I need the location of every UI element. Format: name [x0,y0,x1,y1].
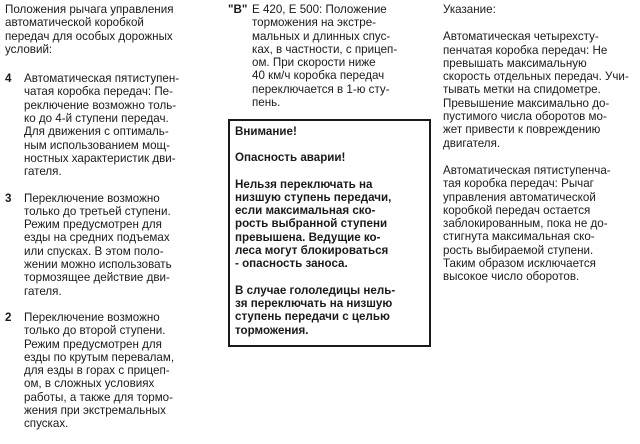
position-b-text: E 420, E 500: Положение торможения на экстре- мальных и длинных спус- ках, в частности, с прицеп- ом. При скорости ниже 40 км/ч коробка передач переключается в 1-ю сту- пень. [252,3,398,110]
item-text: Переключение возможно только до третьей ступени. Режим предусмотрен для езды на средних подъемах или спусках. В этом поло- жении можно использовать тормозящее действие дви- гателя. [24,191,172,298]
column-left [5,3,213,444]
note-paragraph: Автоматическая четырехсту- пенчатая коробка передач: Не превышать максимальную скорость отдельных передач. Учи- тывать метки на спидометре. Превышение максимально до- пустимого числа оборотов мо- жет привести к повреждению двигателя. [443,30,629,150]
item-number: 2 [5,310,12,324]
position-b-section [228,3,424,109]
item-number: 3 [5,191,12,205]
warning-paragraph: Нельзя переключать на низшую ступень передачи, если максимальная ско- рость выбранной ступени превышена. Ведущие ко- леса могут блокироваться - опасность заноса. [235,177,392,271]
warning-paragraph: В случае гололедицы нель- зя переключать на низшую ступень передачи с целью торможения. [235,283,396,337]
note-paragraph: Автоматическая пятиступенча- тая коробка передач: Рычаг управления автоматической коробкой передач остается заблокированным, пока не до- стигнута максимальная ско- рость выбираемой ступени. Таким образом исключается высокое число оборотов. [443,163,611,284]
warning-box [228,119,431,347]
list-item [5,72,213,178]
item-text: Переключение возможно только до второй ступени. Режим предусмотрен для езды по крутым перевалам, для езды в горах с прицеп- ом, в сложных условиях работы, а также для тормо- жения при экстремальных спусках. [24,310,175,431]
column-middle [228,3,424,337]
item-number: 4 [5,72,12,86]
column-right [443,3,637,298]
list-item [5,192,213,298]
warning-subtitle: Опасность аварии! [235,151,346,165]
note-heading: Указание: [443,3,496,16]
position-b-label: "B" [228,3,248,16]
warning-title: Внимание! [235,125,297,138]
intro-text: Положения рычага управления автоматической коробкой передач для особых дорожных условий: [5,3,174,56]
item-text: Автоматическая пятиступен- чатая коробка передач: Пе- реключение возможно толь- ко до 4-й ступени передач. Для движения с оптималь- ным использованием мощ- ностных характеристик дви- гателя. [24,72,180,179]
